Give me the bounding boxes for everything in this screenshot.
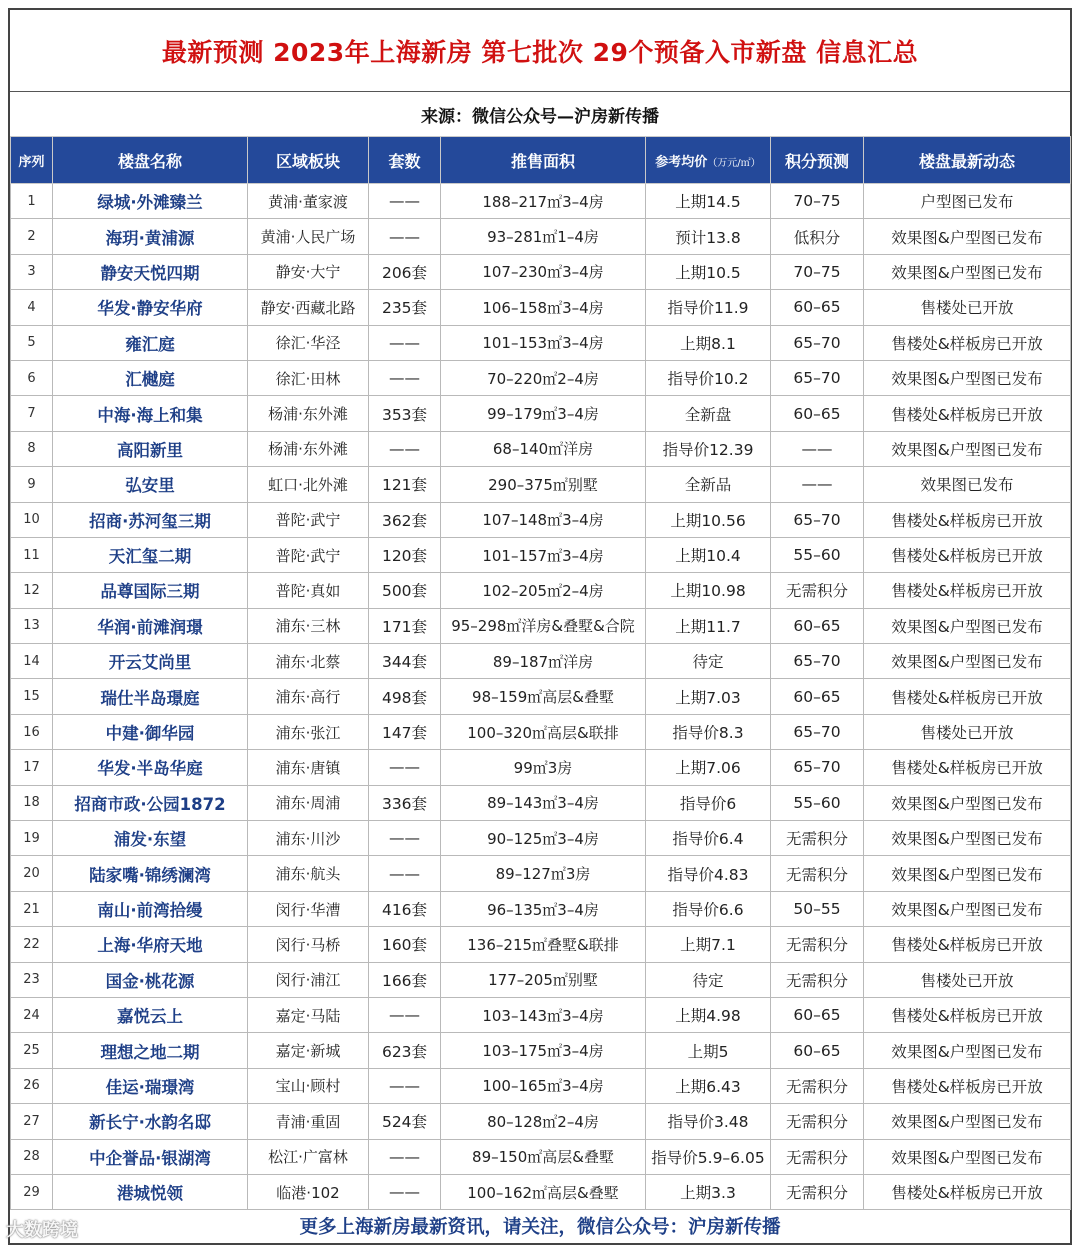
cell-units: —— [369,325,441,360]
cell-score: 70–75 [771,254,864,289]
cell-score: 无需积分 [771,962,864,997]
cell-price: 上期7.06 [646,750,771,785]
cell-price: 指导价5.9–6.05 [646,1139,771,1174]
cell-area: 89–150㎡高层&叠墅 [441,1139,646,1174]
cell-name: 上海·华府天地 [53,927,248,962]
cell-name: 瑞仕半岛璟庭 [53,679,248,714]
cell-no: 15 [11,679,53,714]
cell-area: 80–128㎡2–4房 [441,1104,646,1139]
cell-region: 嘉定·新城 [248,1033,369,1068]
header-news: 楼盘最新动态 [864,137,1071,184]
cell-area: 188–217㎡3–4房 [441,184,646,219]
cell-name: 天汇玺二期 [53,537,248,572]
table-row [11,714,1071,749]
cell-region: 浦东·张江 [248,714,369,749]
cell-area: 177–205㎡别墅 [441,962,646,997]
cell-units: —— [369,1139,441,1174]
table-row [11,608,1071,643]
cell-score: 无需积分 [771,573,864,608]
cell-no: 22 [11,927,53,962]
cell-units: 416套 [369,891,441,926]
cell-price: 上期10.56 [646,502,771,537]
cell-name: 浦发·东望 [53,821,248,856]
cell-area: 100–162㎡高层&叠墅 [441,1174,646,1209]
header-price [646,137,771,184]
cell-news: 效果图&户型图已发布 [864,856,1071,891]
cell-news: 售楼处&样板房已开放 [864,573,1071,608]
cell-area: 89–127㎡3房 [441,856,646,891]
cell-score: 55–60 [771,537,864,572]
header-price-unit: （万元/㎡） [707,157,761,169]
cell-price: 上期8.1 [646,325,771,360]
header-name: 楼盘名称 [53,137,248,184]
cell-no: 7 [11,396,53,431]
cell-area: 106–158㎡3–4房 [441,290,646,325]
cell-area: 107–230㎡3–4房 [441,254,646,289]
cell-price: 全新品 [646,467,771,502]
cell-area: 101–153㎡3–4房 [441,325,646,360]
table-row [11,962,1071,997]
cell-name: 佳运·瑞璟湾 [53,1068,248,1103]
cell-area: 99–179㎡3–4房 [441,396,646,431]
cell-no: 26 [11,1068,53,1103]
cell-news: 效果图&户型图已发布 [864,644,1071,679]
cell-name: 华润·前滩润璟 [53,608,248,643]
cell-news: 效果图&户型图已发布 [864,608,1071,643]
table-row [11,1033,1071,1068]
cell-news: 售楼处已开放 [864,962,1071,997]
cell-price: 指导价4.83 [646,856,771,891]
document-frame [8,8,1072,1245]
header-price-label: 参考均价 [655,154,708,170]
cell-news: 效果图已发布 [864,467,1071,502]
table-row [11,184,1071,219]
cell-score: 65–70 [771,714,864,749]
cell-no: 2 [11,219,53,254]
cell-news: 效果图&户型图已发布 [864,891,1071,926]
cell-score: 65–70 [771,325,864,360]
cell-region: 浦东·周浦 [248,785,369,820]
cell-units: 166套 [369,962,441,997]
cell-name: 华发·半岛华庭 [53,750,248,785]
table-row [11,290,1071,325]
cell-score: 60–65 [771,997,864,1032]
cell-name: 中建·御华园 [53,714,248,749]
cell-price: 全新盘 [646,396,771,431]
cell-no: 23 [11,962,53,997]
cell-price: 上期7.03 [646,679,771,714]
table-body [11,184,1071,1210]
cell-region: 宝山·顾村 [248,1068,369,1103]
cell-score: 55–60 [771,785,864,820]
page-title: 最新预测 2023年上海新房 第七批次 29个预备入市新盘 信息汇总 [10,10,1070,92]
cell-score: 70–75 [771,184,864,219]
cell-news: 售楼处&样板房已开放 [864,396,1071,431]
cell-score: 低积分 [771,219,864,254]
table-header-row [11,137,1071,184]
cell-region: 临港·102 [248,1174,369,1209]
cell-area: 95–298㎡洋房&叠墅&合院 [441,608,646,643]
cell-region: 徐汇·华泾 [248,325,369,360]
cell-no: 8 [11,431,53,466]
cell-name: 高阳新里 [53,431,248,466]
cell-units: 120套 [369,537,441,572]
cell-no: 12 [11,573,53,608]
cell-name: 中海·海上和集 [53,396,248,431]
table-row [11,856,1071,891]
cell-no: 11 [11,537,53,572]
cell-price: 上期10.98 [646,573,771,608]
cell-score: 65–70 [771,644,864,679]
cell-area: 103–175㎡3–4房 [441,1033,646,1068]
cell-units: 206套 [369,254,441,289]
cell-news: 效果图&户型图已发布 [864,1104,1071,1139]
cell-no: 28 [11,1139,53,1174]
watermark-logo: 大数跨境 [6,1220,78,1241]
cell-units: 336套 [369,785,441,820]
cell-units: 498套 [369,679,441,714]
cell-news: 售楼处&样板房已开放 [864,997,1071,1032]
cell-name: 招商·苏河玺三期 [53,502,248,537]
cell-price: 上期14.5 [646,184,771,219]
cell-score: 无需积分 [771,1139,864,1174]
cell-news: 效果图&户型图已发布 [864,1033,1071,1068]
cell-units: —— [369,750,441,785]
cell-region: 浦东·航头 [248,856,369,891]
cell-name: 陆家嘴·锦绣澜湾 [53,856,248,891]
cell-area: 98–159㎡高层&叠墅 [441,679,646,714]
cell-units: 171套 [369,608,441,643]
cell-news: 售楼处已开放 [864,290,1071,325]
cell-name: 华发·静安华府 [53,290,248,325]
cell-region: 静安·西藏北路 [248,290,369,325]
cell-price: 上期7.1 [646,927,771,962]
cell-name: 理想之地二期 [53,1033,248,1068]
table-row [11,679,1071,714]
cell-no: 3 [11,254,53,289]
cell-units: 160套 [369,927,441,962]
cell-no: 19 [11,821,53,856]
cell-no: 1 [11,184,53,219]
cell-no: 6 [11,360,53,395]
cell-name: 开云艾尚里 [53,644,248,679]
cell-score: —— [771,467,864,502]
cell-news: 户型图已发布 [864,184,1071,219]
cell-region: 黄浦·人民广场 [248,219,369,254]
table-row [11,1104,1071,1139]
cell-area: 290–375㎡别墅 [441,467,646,502]
cell-score: 无需积分 [771,856,864,891]
cell-name: 品尊国际三期 [53,573,248,608]
cell-price: 指导价12.39 [646,431,771,466]
cell-region: 杨浦·东外滩 [248,431,369,466]
cell-area: 101–157㎡3–4房 [441,537,646,572]
cell-no: 18 [11,785,53,820]
cell-region: 闵行·华漕 [248,891,369,926]
cell-name: 静安天悦四期 [53,254,248,289]
cell-price: 指导价3.48 [646,1104,771,1139]
cell-area: 107–148㎡3–4房 [441,502,646,537]
cell-units: 344套 [369,644,441,679]
cell-units: —— [369,431,441,466]
cell-news: 售楼处&样板房已开放 [864,1068,1071,1103]
cell-price: 待定 [646,962,771,997]
cell-units: 121套 [369,467,441,502]
cell-news: 效果图&户型图已发布 [864,821,1071,856]
cell-region: 浦东·川沙 [248,821,369,856]
cell-score: 60–65 [771,290,864,325]
cell-units: 623套 [369,1033,441,1068]
table-row [11,750,1071,785]
cell-price: 指导价6.4 [646,821,771,856]
cell-units: 524套 [369,1104,441,1139]
table-row [11,502,1071,537]
table-row [11,644,1071,679]
cell-no: 27 [11,1104,53,1139]
cell-score: 60–65 [771,396,864,431]
footer-note: 更多上海新房最新资讯，请关注，微信公众号：沪房新传播 [299,1217,781,1238]
cell-units: —— [369,856,441,891]
cell-area: 70–220㎡2–4房 [441,360,646,395]
cell-name: 南山·前湾拾缦 [53,891,248,926]
cell-price: 上期3.3 [646,1174,771,1209]
cell-news: 效果图&户型图已发布 [864,254,1071,289]
cell-news: 售楼处&样板房已开放 [864,502,1071,537]
cell-region: 静安·大宁 [248,254,369,289]
cell-units: —— [369,997,441,1032]
cell-no: 21 [11,891,53,926]
cell-area: 102–205㎡2–4房 [441,573,646,608]
cell-score: 无需积分 [771,1068,864,1103]
cell-region: 嘉定·马陆 [248,997,369,1032]
header-units: 套数 [369,137,441,184]
cell-region: 虹口·北外滩 [248,467,369,502]
cell-no: 17 [11,750,53,785]
cell-name: 招商市政·公园1872 [53,785,248,820]
cell-units: —— [369,360,441,395]
cell-price: 上期10.5 [646,254,771,289]
cell-news: 售楼处已开放 [864,714,1071,749]
cell-score: 无需积分 [771,927,864,962]
cell-area: 90–125㎡3–4房 [441,821,646,856]
cell-price: 指导价6.6 [646,891,771,926]
cell-score: 60–65 [771,608,864,643]
cell-score: 65–70 [771,360,864,395]
table-row [11,360,1071,395]
cell-price: 指导价6 [646,785,771,820]
cell-price: 指导价8.3 [646,714,771,749]
cell-news: 效果图&户型图已发布 [864,219,1071,254]
cell-region: 杨浦·东外滩 [248,396,369,431]
cell-area: 89–143㎡3–4房 [441,785,646,820]
cell-score: 无需积分 [771,1174,864,1209]
cell-news: 效果图&户型图已发布 [864,785,1071,820]
cell-region: 闵行·浦江 [248,962,369,997]
cell-score: 无需积分 [771,1104,864,1139]
cell-units: —— [369,1068,441,1103]
cell-name: 弘安里 [53,467,248,502]
cell-name: 中企誉品·银湖湾 [53,1139,248,1174]
cell-price: 上期10.4 [646,537,771,572]
cell-area: 99㎡3房 [441,750,646,785]
cell-news: 售楼处&样板房已开放 [864,537,1071,572]
cell-area: 100–320㎡高层&联排 [441,714,646,749]
cell-news: 效果图&户型图已发布 [864,1139,1071,1174]
cell-score: 60–65 [771,1033,864,1068]
cell-no: 14 [11,644,53,679]
cell-area: 89–187㎡洋房 [441,644,646,679]
cell-units: —— [369,1174,441,1209]
cell-news: 售楼处&样板房已开放 [864,750,1071,785]
cell-score: 60–65 [771,679,864,714]
cell-news: 售楼处&样板房已开放 [864,927,1071,962]
cell-area: 103–143㎡3–4房 [441,997,646,1032]
table-row [11,1174,1071,1209]
table-row [11,1068,1071,1103]
table-row [11,325,1071,360]
cell-no: 25 [11,1033,53,1068]
cell-region: 青浦·重固 [248,1104,369,1139]
cell-news: 售楼处&样板房已开放 [864,1174,1071,1209]
table-row [11,396,1071,431]
cell-units: —— [369,219,441,254]
cell-price: 上期6.43 [646,1068,771,1103]
cell-price: 上期5 [646,1033,771,1068]
cell-no: 9 [11,467,53,502]
cell-price: 上期11.7 [646,608,771,643]
table-row [11,821,1071,856]
cell-units: —— [369,184,441,219]
cell-area: 93–281㎡1–4房 [441,219,646,254]
cell-score: 50–55 [771,891,864,926]
cell-no: 4 [11,290,53,325]
cell-region: 黄浦·董家渡 [248,184,369,219]
cell-region: 浦东·三林 [248,608,369,643]
table-row [11,467,1071,502]
cell-units: 353套 [369,396,441,431]
table-row [11,927,1071,962]
cell-units: 147套 [369,714,441,749]
table-row [11,785,1071,820]
cell-no: 13 [11,608,53,643]
table-row [11,997,1071,1032]
cell-news: 售楼处&样板房已开放 [864,679,1071,714]
cell-region: 普陀·真如 [248,573,369,608]
cell-area: 96–135㎡3–4房 [441,891,646,926]
cell-units: —— [369,821,441,856]
cell-no: 29 [11,1174,53,1209]
cell-score: 65–70 [771,502,864,537]
cell-price: 指导价10.2 [646,360,771,395]
cell-area: 68–140㎡洋房 [441,431,646,466]
cell-no: 20 [11,856,53,891]
cell-name: 港城悦领 [53,1174,248,1209]
cell-region: 浦东·唐镇 [248,750,369,785]
cell-score: —— [771,431,864,466]
table-row [11,254,1071,289]
cell-price: 指导价11.9 [646,290,771,325]
cell-name: 新长宁·水韵名邸 [53,1104,248,1139]
cell-name: 嘉悦云上 [53,997,248,1032]
cell-area: 136–215㎡叠墅&联排 [441,927,646,962]
cell-name: 国金·桃花源 [53,962,248,997]
listings-table [10,136,1071,1210]
cell-name: 雍汇庭 [53,325,248,360]
cell-news: 售楼处&样板房已开放 [864,325,1071,360]
cell-name: 海玥·黄浦源 [53,219,248,254]
header-no: 序列 [11,137,53,184]
cell-no: 5 [11,325,53,360]
cell-region: 浦东·北蔡 [248,644,369,679]
cell-price: 上期4.98 [646,997,771,1032]
cell-no: 16 [11,714,53,749]
cell-units: 235套 [369,290,441,325]
table-row [11,573,1071,608]
cell-no: 10 [11,502,53,537]
cell-region: 松江·广富林 [248,1139,369,1174]
cell-units: 500套 [369,573,441,608]
table-row [11,537,1071,572]
cell-price: 待定 [646,644,771,679]
cell-region: 徐汇·田林 [248,360,369,395]
cell-region: 普陀·武宁 [248,502,369,537]
cell-score: 65–70 [771,750,864,785]
cell-news: 效果图&户型图已发布 [864,360,1071,395]
cell-name: 汇樾庭 [53,360,248,395]
cell-region: 浦东·高行 [248,679,369,714]
cell-region: 闵行·马桥 [248,927,369,962]
cell-name: 绿城·外滩臻兰 [53,184,248,219]
cell-region: 普陀·武宁 [248,537,369,572]
cell-units: 362套 [369,502,441,537]
table-row [11,1139,1071,1174]
cell-score: 无需积分 [771,821,864,856]
header-score: 积分预测 [771,137,864,184]
source-line: 来源：微信公众号—沪房新传播 [421,106,659,127]
table-row [11,431,1071,466]
table-row [11,891,1071,926]
cell-price: 预计13.8 [646,219,771,254]
cell-news: 效果图&户型图已发布 [864,431,1071,466]
cell-no: 24 [11,997,53,1032]
header-area: 推售面积 [441,137,646,184]
cell-area: 100–165㎡3–4房 [441,1068,646,1103]
table-row [11,219,1071,254]
header-region: 区域板块 [248,137,369,184]
